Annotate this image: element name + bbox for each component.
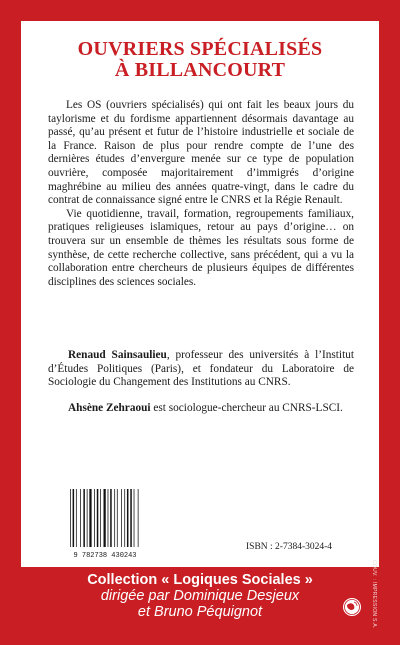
title-line-2: À BILLANCOURT [114, 59, 286, 81]
collection-name: Collection « Logiques Sociales » [87, 572, 313, 588]
barcode-bars [70, 489, 139, 547]
book-title [21, 39, 379, 81]
title-line-1: OUVRIERS SPÉCIALISÉS [77, 38, 323, 60]
book-description [48, 99, 354, 289]
author-description: est sociologue-chercheur au CNRS-LSCI. [150, 401, 343, 414]
collection-director-2: et Bruno Péquignot [137, 604, 263, 620]
author-name: Ahsène Zehraoui [68, 401, 151, 414]
author-description: , professeur des universités à l’Institut d’Études Politiques (Paris), et fondateur du Laboratoire de Sociologie du Changement des Institutions au CNRS. [48, 349, 354, 389]
printer-credit: COUV. : IMPRESSION S.A. [371, 560, 377, 629]
isbn: ISBN : 2-7384-3024-4 [246, 542, 333, 552]
author-bios [48, 349, 354, 427]
author-name: Renaud Sainsaulieu [68, 349, 167, 361]
publisher-globe-icon [342, 597, 362, 617]
barcode [66, 487, 144, 559]
barcode-digits: 9 782738 430243 [73, 552, 137, 559]
collection-info [0, 572, 400, 620]
text-panel [21, 21, 379, 567]
author-bio [48, 402, 354, 416]
author-bio [48, 349, 354, 390]
collection-director-1: dirigée par Dominique Desjeux [100, 588, 300, 604]
description-paragraph: Vie quotidienne, travail, formation, regroupements familiaux, pratiques religieuses islamiques, retour au pays d’origine… on trouvera sur un ensemble de thèmes les résultats sous forme de synthèse, de cette recherche collective, sans précédent, qui a vu la collaboration entre chercheurs de plusieurs équipes de différentes disciplines des sciences sociales. [48, 207, 354, 288]
description-paragraph: Les OS (ouvriers spécialisés) qui ont fait les beaux jours du taylorisme et du fordisme appartiennent désormais davantage au passé, qu’au présent et futur de l’histoire industrielle et sociale de la France. Raison de plus pour rendre compte de l’une des dernières études d’envergure menée sur ce type de population ouvrière, composée majoritairement d’immigrés d’origine maghrébine au milieu des années quatre-vingt, dans le cadre du contrat de connaissance signé entre le CNRS et la Régie Renault. [48, 99, 354, 207]
